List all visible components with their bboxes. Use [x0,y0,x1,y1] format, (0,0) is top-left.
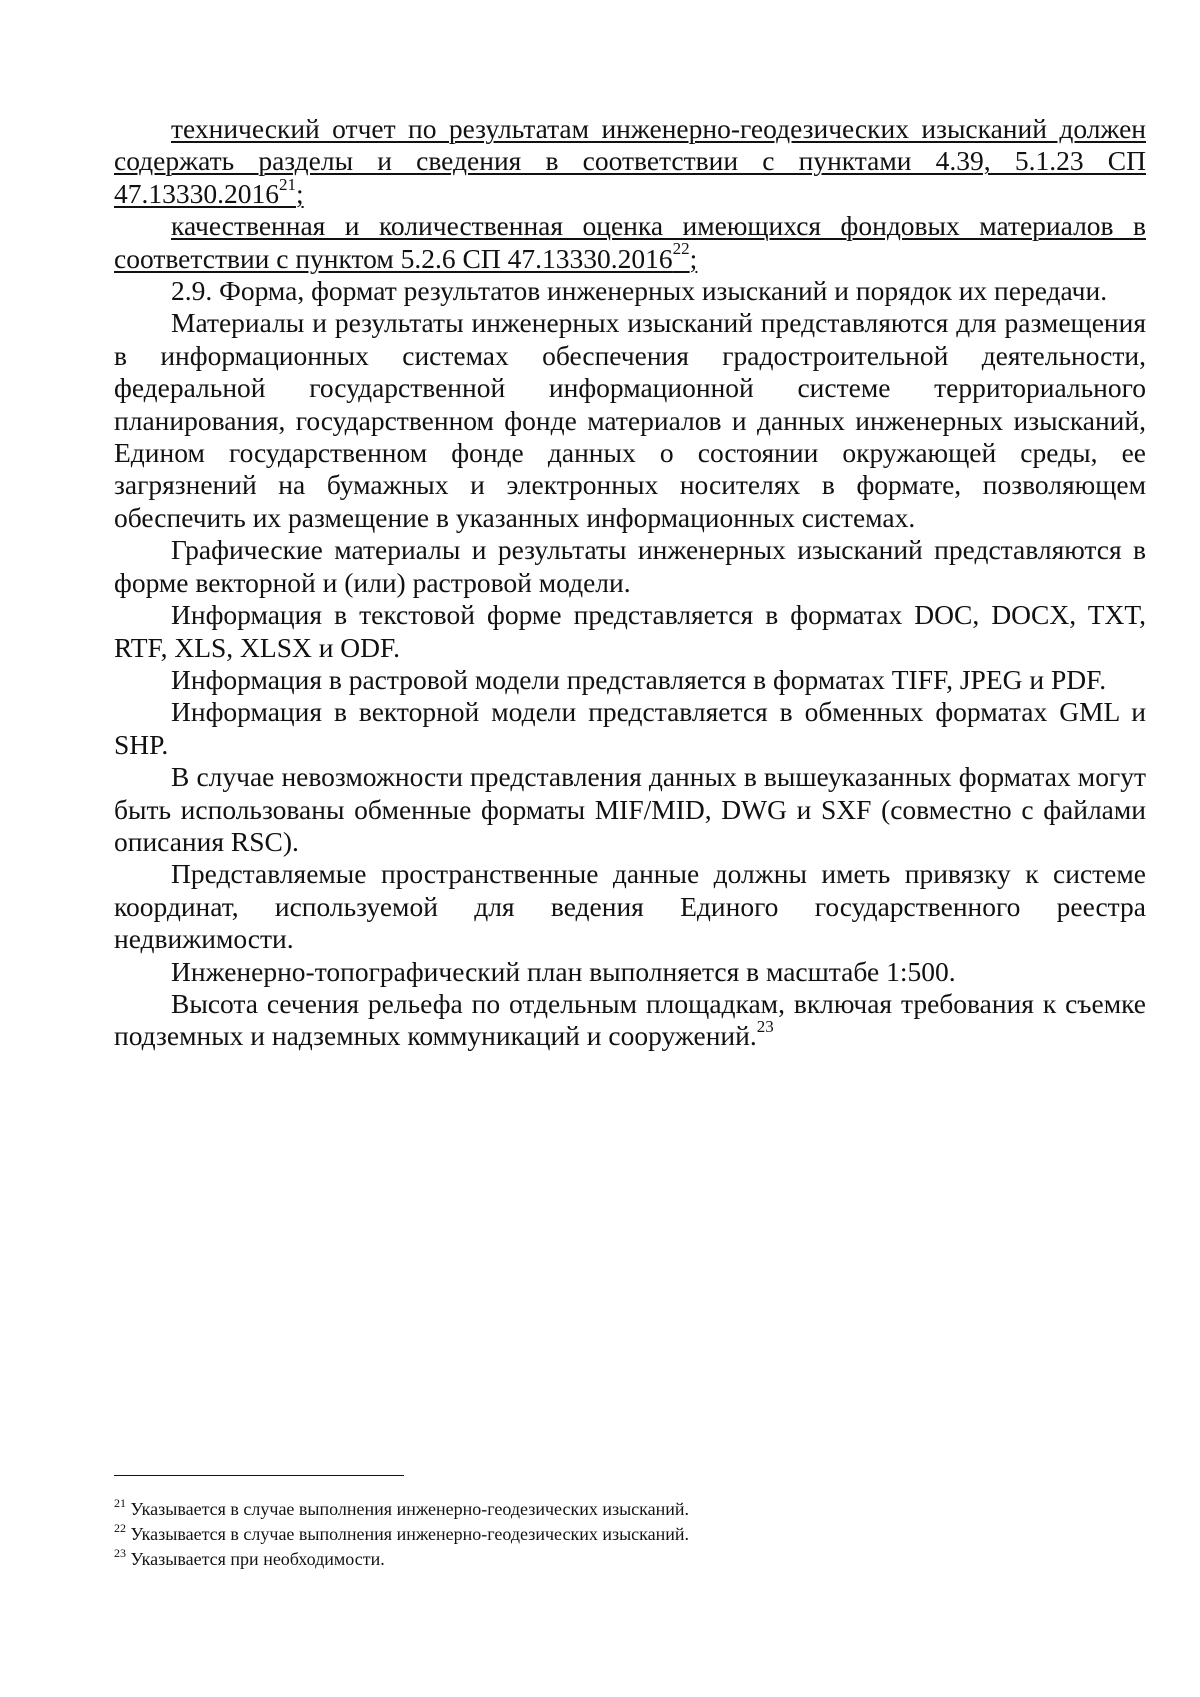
paragraph-text: технический отчет по результатам инженерно-геодезических изысканий должен содержать разделы и сведения в соответствии с пунктами 4.39, 5.1.23 СП 47.13330.2016 [114,113,1146,209]
paragraph-relief-section-height [114,988,1146,1053]
footnote-number: 22 [114,1521,126,1535]
paragraph-tail: ; [689,242,698,274]
paragraph-tail: ; [296,177,304,209]
paragraph-technical-report-requirement [114,113,1146,210]
underlined-text [114,113,1146,209]
footnote-number: 23 [114,1546,126,1560]
paragraph-text: В случае невозможности представления данных в вышеуказанных форматах могут быть использованы обменные форматы MIF/MID, DWG и SXF (совместно с файлами описания RSC). [114,761,1146,857]
paragraph-text: Информация в текстовой форме представляется в форматах DOC, DOCX, TXT, RTF, XLS, XLSX и ODF. [114,599,1146,663]
paragraph-alternative-formats [114,761,1146,858]
footnotes-section [114,1497,1114,1572]
paragraph-raster-formats [114,664,1146,696]
paragraph-text-formats [114,599,1146,664]
footnote-separator [114,1475,404,1476]
footnote-ref[interactable]: 23 [756,1017,774,1037]
underlined-text [114,210,1146,273]
footnote-22 [114,1522,1114,1547]
paragraph-text: Информация в векторной модели представляется в обменных форматах GML и SHP. [114,696,1146,760]
paragraph-text: 2.9. Форма, формат результатов инженерных изысканий и порядок их передачи. [171,275,1108,307]
footnote-number: 21 [114,1496,126,1510]
paragraph-fund-materials-assessment [114,210,1146,275]
paragraph-text: Материалы и результаты инженерных изысканий представляются для размещения в информационных системах обеспечения градостроительной деятельности, федеральной государственной информационной системе территориального планирования, государственном фонде материалов и данных инженерных изысканий, Едином государственном фонде данных о состоянии окружающей среды, ее загрязнений на бумажных и электронных носителях в формате, позволяющем обеспечить их размещение в указанных информационных системах. [114,307,1146,533]
paragraph-materials-placement [114,307,1146,534]
paragraph-coordinate-system [114,858,1146,955]
footnote-23 [114,1547,1114,1572]
paragraph-text: Представляемые пространственные данные должны иметь привязку к системе координат, используемой для ведения Единого государственного реестра недвижимости. [114,858,1146,955]
paragraph-text: Графические материалы и результаты инженерных изысканий представляются в форме векторной и (или) растровой модели. [114,534,1146,598]
footnote-text: Указывается при необходимости. [126,1549,385,1569]
section-heading-2-9 [114,275,1146,307]
paragraph-text: Информация в растровой модели представляется в форматах TIFF, JPEG и PDF. [171,663,1107,695]
footnote-text: Указывается в случае выполнения инженерно-геодезических изысканий. [126,1499,690,1519]
paragraph-text: качественная и количественная оценка имеющихся фондовых материалов в соответствии с пунктом 5.2.6 СП 47.13330.2016 [114,210,1146,274]
document-body [114,113,1146,1053]
paragraph-vector-formats [114,696,1146,761]
paragraph-graphic-materials [114,534,1146,599]
paragraph-text: Инженерно-топографический план выполняется в масштабе 1:500. [171,955,956,987]
footnote-ref[interactable]: 21 [279,174,296,194]
footnote-text: Указывается в случае выполнения инженерно-геодезических изысканий. [126,1524,690,1544]
paragraph-plan-scale [114,956,1146,988]
paragraph-text: Высота сечения рельефа по отдельным площадкам, включая требования к съемке подземных и надземных коммуникаций и сооружений. [114,987,1146,1052]
footnote-ref[interactable]: 22 [672,239,690,259]
footnote-21 [114,1497,1114,1522]
